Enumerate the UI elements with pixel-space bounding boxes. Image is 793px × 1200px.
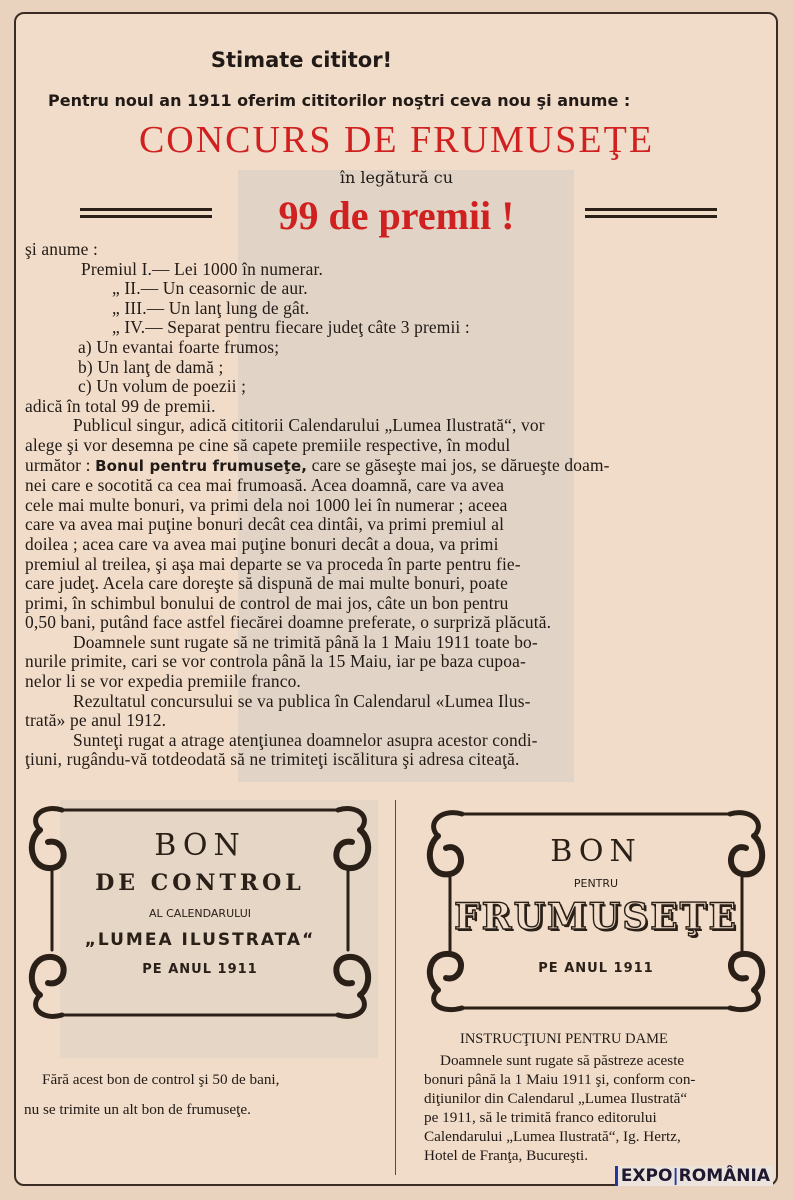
- beauty-coupon-year: PE ANUL 1911: [538, 961, 654, 976]
- watermark-left: EXPO: [620, 1166, 673, 1186]
- beauty-coupon-mention: Bonul pentru frumuseţe,: [95, 456, 308, 475]
- body-fragment: care se găseşte mai jos, se dărueşte doam-: [311, 454, 610, 475]
- body-line: premiul al treilea, şi aşa mai departe se va proceda în parte pentru fie-: [25, 553, 521, 574]
- coupon-divider: [395, 800, 396, 1175]
- instructions-line: Doamnele sunt rugate să păstreze aceste: [440, 1052, 685, 1069]
- control-coupon-calendar: „LUMEA ILUSTRATA“: [84, 930, 316, 950]
- body-line: cele mai multe bonuri, va primi dela noi 1000 lei în numerar ; aceea: [25, 494, 508, 515]
- body-line: adică în total 99 de premii.: [25, 395, 216, 416]
- body-line: 0,50 bani, putând face astfel fiecărei doamne preferate, o surpriză plăcută.: [25, 612, 552, 633]
- prize-subitem: c) Un volum de poezii ;: [78, 376, 247, 397]
- body-line: nelor li se vor expedia premiile franco.: [25, 671, 301, 692]
- control-coupon-title: BON: [154, 828, 246, 863]
- instructions-line: diţiunilor din Calendarul „Lumea Ilustrată“: [424, 1090, 688, 1107]
- body-line: doilea ; acea care va avea mai puţine bonuri decât a doua, va primi: [25, 533, 499, 554]
- body-line: care judeţ. Acela care doreşte să dispună de mai multe bonuri, poate: [25, 573, 508, 594]
- prize-line: „ III.— Un lanţ lung de gât.: [112, 297, 310, 318]
- announcement-body: [25, 240, 775, 770]
- control-note-line: Fără acest bon de control şi 50 de bani,: [42, 1071, 280, 1088]
- intro-line: Pentru noul an 1911 oferim cititorilor noştri ceva nou şi anume :: [48, 91, 631, 110]
- prize-line: Premiul I.— Lei 1000 în numerar.: [81, 258, 323, 279]
- body-line: primi, în schimbul bonului de control de mai jos, câte un bon pentru: [25, 592, 509, 613]
- body-line: nurile primite, cari se vor controla până la 15 Maiu, iar pe baza cupoa-: [25, 651, 526, 672]
- watermark-right: ROMÂNIA: [678, 1166, 770, 1186]
- prize-line: „ IV.— Separat pentru fiecare judeţ câte 3 premii :: [112, 317, 470, 338]
- body-line: şi anume :: [25, 239, 98, 259]
- body-line: nei care e socotită ca cea mai frumoasă. Acea doamnă, care va avea: [25, 475, 505, 496]
- greeting-heading: Stimate cititor!: [210, 48, 393, 72]
- instructions-line: pe 1911, să le trimită franco editorului: [424, 1109, 657, 1126]
- body-line: Doamnele sunt rugate să ne trimită până la 1 Maiu 1911 toate bo-: [73, 631, 538, 652]
- beauty-coupon-title: BON: [550, 834, 642, 869]
- prize-subitem: a) Un evantai foarte frumos;: [78, 336, 280, 357]
- control-coupon-year: PE ANUL 1911: [142, 962, 258, 977]
- rule-right: [585, 208, 717, 218]
- control-note-line: nu se trimite un alt bon de frumuseţe.: [24, 1101, 251, 1118]
- beauty-coupon-word: FRUMUSEŢE: [454, 896, 738, 938]
- prize-line: „ II.— Un ceasornic de aur.: [112, 278, 308, 299]
- instructions-line: Hotel de Franţa, Bucureşti.: [424, 1147, 589, 1164]
- body-line: ţiuni, rugându-vă totdeodată să ne trimiteţi iscălitura şi adresa citeaţă.: [25, 749, 520, 770]
- contest-title: CONCURS DE FRUMUSEŢE: [138, 119, 655, 161]
- instructions-line: bonuri până la 1 Maiu 1911 şi, conform con-: [424, 1071, 696, 1088]
- watermark-separator: |: [672, 1166, 679, 1186]
- body-line: care va avea mai puţine bonuri decât cea dintâi, va primi premiul al: [25, 514, 505, 535]
- control-coupon-subtitle: DE CONTROL: [95, 870, 305, 896]
- body-line: [25, 456, 775, 477]
- body-line: Rezultatul concursului se va publica în Calendarul «Lumea Ilus-: [73, 690, 531, 711]
- body-line: Sunteţi rugat a atrage atenţiunea doamnelor asupra acestor condi-: [73, 729, 538, 750]
- expo-romania-watermark: [615, 1166, 773, 1186]
- body-line: Publicul singur, adică cititorii Calendarului „Lumea Ilustrată“, vor: [73, 415, 545, 436]
- instructions-line: Calendarului „Lumea Ilustrată“, Ig. Hertz,: [424, 1128, 681, 1145]
- connection-line: în legătură cu: [339, 168, 454, 187]
- prize-subitem: b) Un lanţ de damă ;: [78, 356, 224, 377]
- body-fragment: următor :: [25, 454, 91, 475]
- instructions-title: INSTRUCŢIUNI PENTRU DAME: [460, 1031, 668, 1047]
- prizes-headline: 99 de premii !: [278, 193, 515, 238]
- body-line: alege şi vor desemna pe cine să capete premiile respective, în modul: [25, 434, 511, 455]
- control-coupon-line: AL CALENDARULUI: [148, 907, 252, 920]
- beauty-coupon-line: PENTRU: [573, 877, 619, 890]
- body-line: trată» pe anul 1912.: [25, 710, 167, 731]
